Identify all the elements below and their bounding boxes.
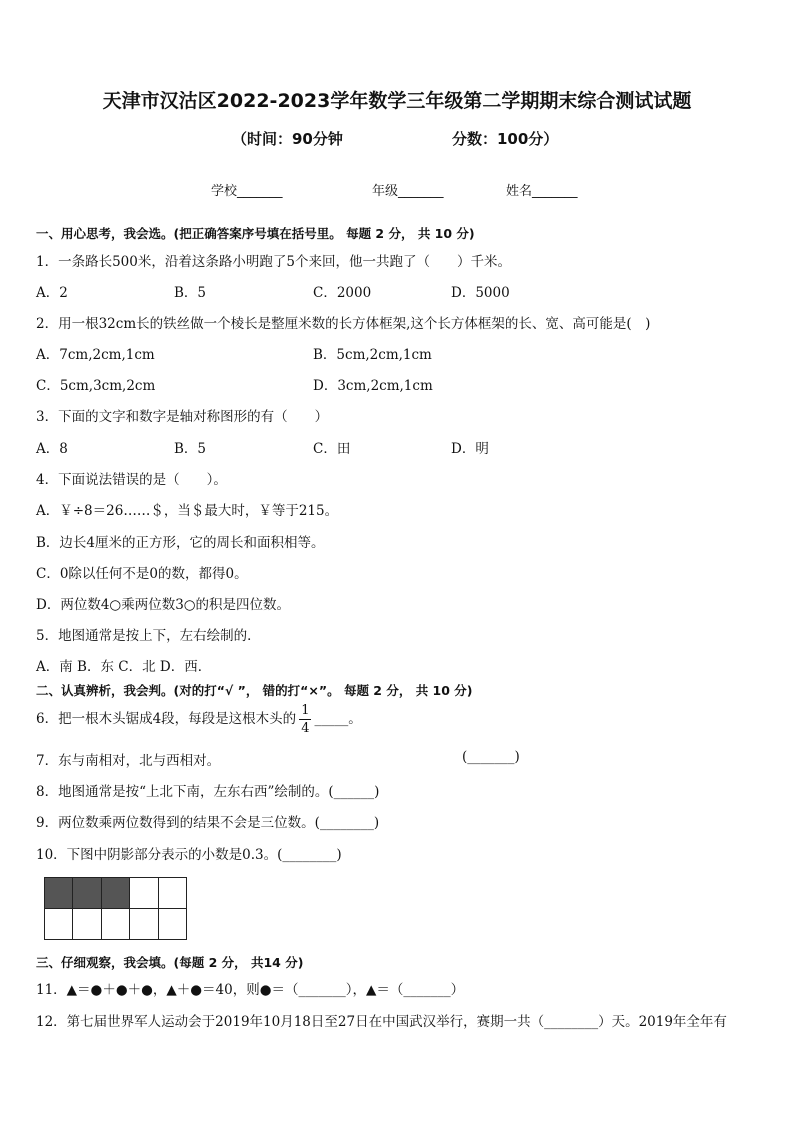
grid-cell <box>45 909 73 940</box>
option-1c: C．2000 <box>313 285 372 301</box>
option-2c: C．5cm,3cm,2cm <box>36 378 156 394</box>
question-7-blank: (_______) <box>462 749 520 765</box>
options-5: A．南 B．东 C．北 D．西． <box>36 659 212 675</box>
exam-time: （时间：90分钟 <box>232 130 343 148</box>
grid-cell-shaded <box>102 878 130 909</box>
grid-cell <box>102 909 130 940</box>
question-4: 4．下面说法错误的是（ ）。 <box>36 472 227 488</box>
question-2: 2．用一根32cm长的铁丝做一个棱长是整厘米数的长方体框架,这个长方体框架的长、宽、高可能是( ) <box>36 316 651 332</box>
section-heading-2: 二、认真辨析，我会判。(对的打“√ ”， 错的打“×”。 每题 2 分， 共 10 分) <box>36 683 473 698</box>
grid-cell <box>130 878 158 909</box>
option-3a: A．8 <box>36 441 68 457</box>
option-1d: D．5000 <box>451 285 510 301</box>
question-8: 8．地图通常是按“上北下南，左东右西”绘制的。(______) <box>36 784 380 800</box>
option-1a: A．2 <box>36 285 68 301</box>
option-4d: D．两位数4○乘两位数3○的积是四位数。 <box>36 597 291 613</box>
question-7: 7．东与南相对，北与西相对。 <box>36 753 221 769</box>
question-1: 1．一条路长500米，沿着这条路小明跑了5个来回，他一共跑了（ ）千米。 <box>36 254 511 270</box>
decimal-grid-figure <box>44 877 187 940</box>
option-3b: B．5 <box>174 441 207 457</box>
grid-cell <box>130 909 158 940</box>
option-2a: A．7cm,2cm,1cm <box>36 347 155 363</box>
question-6-text: 6．把一根木头锯成4段，每段是这根木头的 <box>36 711 297 727</box>
fraction-denominator: 4 <box>301 721 310 736</box>
grid-cell <box>159 878 187 909</box>
school-field: 学校_______ <box>211 184 283 199</box>
grid-cell <box>73 909 101 940</box>
section-heading-1: 一、用心思考，我会选。(把正确答案序号填在括号里。 每题 2 分， 共 10 分) <box>36 226 475 241</box>
question-10: 10．下图中阴影部分表示的小数是0.3。(________) <box>36 847 342 863</box>
option-2b: B．5cm,2cm,1cm <box>313 347 432 363</box>
question-12: 12．第七届世界军人运动会于2019年10月18日至27日在中国武汉举行，赛期一共（________）天。2019年全年有 <box>36 1014 727 1030</box>
option-3c: C．田 <box>313 441 351 457</box>
exam-score: 分数：100分） <box>452 130 559 148</box>
option-3d: D．明 <box>451 441 489 457</box>
fraction-one-quarter <box>299 704 311 735</box>
question-5: 5．地图通常是按上下，左右绘制的． <box>36 628 261 644</box>
section-heading-3: 三、仔细观察，我会填。(每题 2 分， 共14 分) <box>36 955 304 970</box>
option-4c: C．0除以任何不是0的数，都得0。 <box>36 566 248 582</box>
question-6-blank: _____。 <box>314 711 362 727</box>
option-1b: B．5 <box>174 285 207 301</box>
option-4a: A．￥÷8＝26……＄，当＄最大时，￥等于215。 <box>36 503 339 519</box>
page-title: 天津市汉沽区2022-2023学年数学三年级第二学期期末综合测试试题 <box>102 90 692 112</box>
question-9: 9．两位数乘两位数得到的结果不会是三位数。(________) <box>36 815 380 831</box>
grid-cell <box>159 909 187 940</box>
name-field: 姓名_______ <box>506 184 578 199</box>
option-2d: D．3cm,2cm,1cm <box>313 378 433 394</box>
question-3: 3．下面的文字和数字是轴对称图形的有（ ） <box>36 409 329 425</box>
grid-cell-shaded <box>73 878 101 909</box>
option-4b: B．边长4厘米的正方形，它的周长和面积相等。 <box>36 535 325 551</box>
fraction-numerator: 1 <box>301 703 310 718</box>
grid-cell-shaded <box>45 878 73 909</box>
question-11: 11．▲＝●＋●＋●，▲＋●＝40，则●＝（_______），▲＝（_______） <box>36 982 465 998</box>
grade-field: 年级_______ <box>372 184 444 199</box>
question-6 <box>36 702 362 736</box>
